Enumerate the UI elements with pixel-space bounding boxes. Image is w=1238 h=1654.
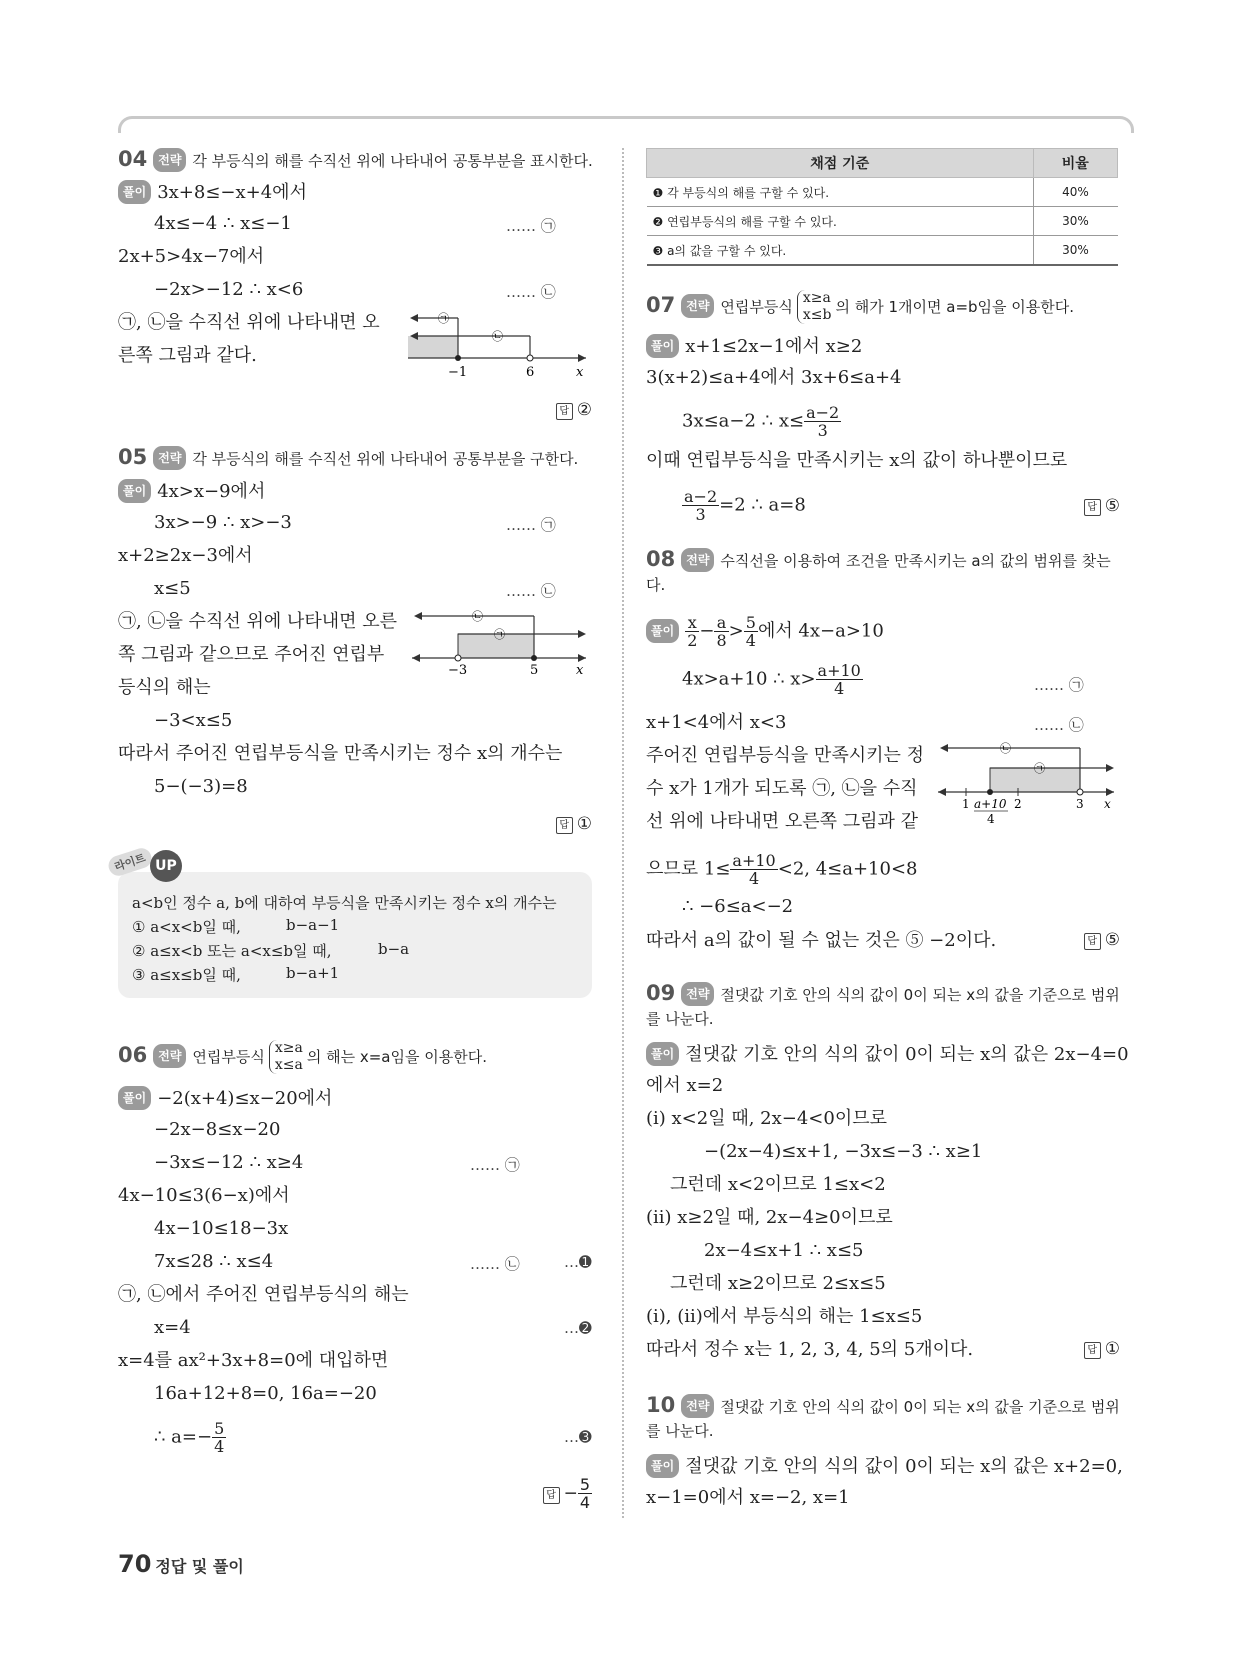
answer-box-icon: 답 bbox=[556, 403, 573, 420]
math-line: −2x−8≤x−20 bbox=[154, 1119, 281, 1140]
math-line: 3(x+2)≤a+4에서 3x+6≤a+4 bbox=[646, 367, 902, 388]
tick-label: 4 bbox=[987, 812, 995, 826]
math-line bbox=[118, 1420, 226, 1455]
table-cell: 30% bbox=[1033, 236, 1118, 266]
tip-case: ③ a≤x≤b일 때, bbox=[132, 966, 241, 984]
answer-value: ⑤ bbox=[1104, 496, 1120, 516]
table-cell: ❶ 각 부등식의 해를 구할 수 있다. bbox=[647, 178, 1034, 207]
problem-number: 08 bbox=[646, 547, 676, 571]
equation-mark: …… ㉠ bbox=[506, 217, 556, 235]
ray-label: ㉡ bbox=[492, 330, 503, 343]
tip-label-text: 라이트 bbox=[106, 846, 154, 879]
numerator: a bbox=[714, 614, 728, 632]
text-line: ㉠, ㉡을 수직선 위에 나타내면 오른 bbox=[118, 611, 397, 632]
ray-label: ㉡ bbox=[472, 610, 483, 623]
ray-1-arrow bbox=[940, 744, 948, 752]
math-line: 4x−10≤3(6−x)에서 bbox=[118, 1185, 290, 1206]
answer-box-icon: 답 bbox=[1084, 499, 1101, 516]
numerator: a+10 bbox=[732, 851, 776, 870]
equation-mark: …… ㉠ bbox=[470, 1156, 520, 1174]
math-line: 그런데 x<2이므로 1≤x<2 bbox=[670, 1174, 886, 1195]
answer bbox=[1084, 1339, 1120, 1359]
math-line: 5−(−3)=8 bbox=[154, 776, 248, 797]
strategy-text: 를 나눈다. bbox=[646, 1422, 714, 1440]
answer-fraction bbox=[578, 1476, 592, 1511]
strategy-tag: 전략 bbox=[681, 548, 714, 572]
math-line: x+1<4에서 x<3 bbox=[646, 712, 787, 733]
text-line: 따라서 주어진 연립부등식을 만족시키는 정수 x의 개수는 bbox=[118, 743, 563, 764]
answer-sign: − bbox=[563, 1483, 578, 1504]
number-line-diagram bbox=[936, 736, 1120, 826]
strategy-text: 각 부등식의 해를 수직선 위에 나타내어 공통부분을 표시한다. bbox=[192, 152, 593, 170]
fraction bbox=[816, 662, 863, 697]
math-line: x+1≤2x−1에서 x≥2 bbox=[685, 336, 863, 357]
step-mark: …➊ bbox=[564, 1253, 592, 1271]
math-line: ∴ −6≤a<−2 bbox=[682, 896, 794, 917]
ray-2-arrow bbox=[1106, 764, 1114, 772]
equation-mark: …… ㉠ bbox=[506, 516, 556, 534]
text-line: 따라서 정수 x는 1, 2, 3, 4, 5의 5개이다. bbox=[646, 1339, 974, 1360]
system-brace bbox=[797, 290, 832, 324]
math-line: 2x+5>4x−7에서 bbox=[118, 246, 265, 267]
system-brace bbox=[269, 1040, 303, 1074]
denominator: 3 bbox=[817, 421, 828, 440]
strategy-text: 수직선을 이용하여 조건을 만족시키는 a의 값의 범위를 찾는 bbox=[720, 552, 1111, 570]
denominator: 3 bbox=[695, 505, 706, 524]
tip-result: b−a+1 bbox=[286, 964, 340, 982]
text-line: 주어진 연립부등식을 만족시키는 정 bbox=[646, 745, 924, 766]
axis-label: x bbox=[1104, 797, 1111, 811]
solution-tag: 풀이 bbox=[646, 1454, 679, 1478]
denominator: 2 bbox=[687, 631, 698, 650]
problem-06-header bbox=[118, 1040, 487, 1074]
problem-number: 09 bbox=[646, 981, 676, 1005]
axis-arrow bbox=[1106, 788, 1114, 796]
numerator: 5 bbox=[579, 1475, 590, 1494]
strategy-text bbox=[646, 1008, 714, 1030]
equation-mark: …… ㉡ bbox=[506, 283, 556, 301]
answer bbox=[1084, 930, 1120, 950]
equation-mark: …… ㉡ bbox=[470, 1255, 520, 1273]
math-line: x≤5 bbox=[154, 578, 191, 599]
math-line bbox=[646, 404, 841, 439]
answer-box-icon: 답 bbox=[556, 817, 573, 834]
math-line: x−1=0에서 x=−2, x=1 bbox=[646, 1487, 850, 1508]
problem-10-header bbox=[646, 1394, 1120, 1418]
math-line: 절댓값 기호 안의 식의 값이 0이 되는 x의 값은 2x−4=0 bbox=[685, 1044, 1129, 1065]
strategy-text: 절댓값 기호 안의 식의 값이 0이 되는 x의 값을 기준으로 범위 bbox=[720, 986, 1120, 1004]
math-text: > bbox=[728, 620, 744, 642]
open-point bbox=[1077, 789, 1083, 795]
fraction bbox=[730, 852, 777, 887]
denominator: 4 bbox=[745, 631, 756, 650]
answer bbox=[1084, 496, 1120, 516]
text-line: 등식의 해는 bbox=[118, 677, 211, 698]
tick-label: 2 bbox=[1014, 797, 1022, 811]
strategy-tag: 전략 bbox=[153, 148, 186, 172]
math-line: −(2x−4)≤x+1, −3x≤−3 ∴ x≥1 bbox=[704, 1141, 983, 1162]
text-line: 이때 연립부등식을 만족시키는 x의 값이 하나뿐이므로 bbox=[646, 450, 1068, 471]
solution-line bbox=[646, 334, 862, 358]
math-line: x=4 bbox=[154, 1317, 191, 1338]
denominator: 4 bbox=[834, 679, 845, 698]
denominator: 8 bbox=[716, 631, 727, 650]
tip-text: a<b인 정수 a, b에 대하여 부등식을 만족시키는 정수 x의 개수는 bbox=[132, 894, 557, 912]
answer-value: ② bbox=[576, 400, 592, 420]
strategy-text bbox=[646, 574, 665, 596]
answer-box-icon: 답 bbox=[543, 1487, 560, 1504]
math-line: x=4를 ax²+3x+8=0에 대입하면 bbox=[118, 1350, 389, 1371]
system-line: x≤b bbox=[802, 307, 832, 323]
math-text: 으므로 1≤ bbox=[646, 858, 731, 880]
math-text: 3x≤a−2 ∴ x≤ bbox=[682, 410, 805, 432]
fraction bbox=[212, 1420, 226, 1455]
solution-line bbox=[646, 1454, 1123, 1478]
page-footer bbox=[118, 1550, 244, 1578]
system-line: x≥a bbox=[802, 290, 831, 306]
tip-result: b−a bbox=[378, 940, 410, 958]
solution-line bbox=[646, 1042, 1129, 1066]
step-mark: …➋ bbox=[564, 1319, 592, 1337]
tick-label: 6 bbox=[526, 365, 535, 380]
closed-point bbox=[987, 789, 993, 795]
math-line: 2x−4≤x+1 ∴ x≤5 bbox=[704, 1240, 864, 1261]
tick-label: 5 bbox=[530, 663, 539, 678]
table-cell: 40% bbox=[1033, 178, 1118, 207]
fraction bbox=[744, 614, 758, 649]
problem-09-header bbox=[646, 982, 1120, 1006]
text-line: 른쪽 그림과 같다. bbox=[118, 345, 257, 366]
table-header: 비율 bbox=[1033, 149, 1118, 178]
column-divider bbox=[622, 148, 624, 1518]
solution-tag: 풀이 bbox=[118, 479, 151, 503]
math-line bbox=[646, 662, 863, 697]
strategy-text: 연립부등식 bbox=[720, 298, 793, 316]
math-line: 그런데 x≥2이므로 2≤x≤5 bbox=[670, 1273, 886, 1294]
strategy-tag: 전략 bbox=[153, 446, 186, 470]
math-text: − bbox=[699, 620, 715, 642]
text-line: ㉠, ㉡을 수직선 위에 나타내면 오 bbox=[118, 312, 380, 333]
math-text: ∴ a=− bbox=[154, 1426, 213, 1448]
problem-number: 04 bbox=[118, 147, 148, 171]
problem-number: 05 bbox=[118, 445, 148, 469]
numerator: x bbox=[685, 614, 699, 632]
table-cell: ❷ 연립부등식의 해를 구할 수 있다. bbox=[647, 207, 1034, 236]
math-line: −2(x+4)≤x−20에서 bbox=[157, 1088, 333, 1109]
page-number: 70 bbox=[118, 1550, 152, 1578]
strategy-text bbox=[646, 1420, 714, 1442]
fraction bbox=[714, 614, 728, 649]
text-line: ㉠, ㉡에서 주어진 연립부등식의 해는 bbox=[118, 1284, 409, 1305]
math-text: =2 ∴ a=8 bbox=[719, 494, 806, 516]
math-line: 4x>x−9에서 bbox=[157, 481, 266, 502]
fraction bbox=[804, 404, 841, 439]
axis-label: x bbox=[576, 365, 584, 380]
tick-label: −3 bbox=[448, 663, 468, 678]
math-line: 3x>−9 ∴ x>−3 bbox=[154, 512, 292, 533]
ray-label: ㉠ bbox=[494, 628, 505, 641]
strategy-text: 의 해는 x=a임을 이용한다. bbox=[306, 1048, 487, 1066]
math-line: 3x+8≤−x+4에서 bbox=[157, 182, 307, 203]
strategy-tag: 전략 bbox=[681, 1394, 714, 1418]
numerator: a−2 bbox=[806, 403, 840, 422]
solution-tag: 풀이 bbox=[646, 1042, 679, 1066]
strategy-text: 다. bbox=[646, 576, 666, 594]
strategy-text: 의 해가 1개이면 a=b임을 이용한다. bbox=[835, 298, 1075, 316]
tip-case: ① a<x<b일 때, bbox=[132, 918, 241, 936]
answer-value: ① bbox=[576, 814, 592, 834]
right-column bbox=[646, 0, 1129, 1654]
math-line: 절댓값 기호 안의 식의 값이 0이 되는 x의 값은 x+2=0, bbox=[685, 1456, 1123, 1477]
axis-arrow bbox=[938, 788, 946, 796]
answer-box-icon: 답 bbox=[1084, 1342, 1101, 1359]
axis-label: x bbox=[576, 663, 584, 678]
answer bbox=[543, 1476, 592, 1511]
math-line: 16a+12+8=0, 16a=−20 bbox=[154, 1383, 377, 1404]
table-header: 채점 기준 bbox=[647, 149, 1034, 178]
strategy-text: 를 나눈다. bbox=[646, 1010, 714, 1028]
answer-value: ① bbox=[1104, 1339, 1120, 1359]
problem-number: 07 bbox=[646, 293, 676, 317]
math-line: −3<x≤5 bbox=[154, 710, 233, 731]
text-line: 따라서 a의 값이 될 수 없는 것은 ⑤ −2이다. bbox=[646, 930, 997, 951]
ray-label: ㉠ bbox=[438, 312, 449, 325]
table-cell: ❸ a의 값을 구할 수 있다. bbox=[647, 236, 1034, 266]
strategy-tag: 전략 bbox=[153, 1044, 186, 1068]
denominator: 4 bbox=[748, 869, 760, 888]
solution-line bbox=[646, 614, 884, 649]
tick-label: −1 bbox=[448, 365, 468, 380]
solution-line bbox=[118, 1086, 332, 1110]
equation-mark: …… ㉡ bbox=[1034, 716, 1084, 734]
text-line: 선 위에 나타내면 오른쪽 그림과 같 bbox=[646, 811, 919, 832]
solution-tag: 풀이 bbox=[118, 180, 151, 204]
tick-label: a+10 bbox=[974, 797, 1007, 811]
math-line: (ⅱ) x≥2일 때, 2x−4≥0이므로 bbox=[646, 1207, 893, 1228]
math-line: −3x≤−12 ∴ x≥4 bbox=[154, 1152, 304, 1173]
problem-number: 06 bbox=[118, 1043, 148, 1067]
math-line: −2x>−12 ∴ x<6 bbox=[154, 279, 304, 300]
ray-label: ㉡ bbox=[1000, 742, 1011, 755]
text-line: 쪽 그림과 같으므로 주어진 연립부 bbox=[118, 644, 385, 665]
math-line: 4x≤−4 ∴ x≤−1 bbox=[154, 213, 292, 234]
numerator: 5 bbox=[745, 613, 756, 632]
problem-08-header bbox=[646, 548, 1111, 572]
footer-title: 정답 및 풀이 bbox=[155, 1557, 244, 1576]
fraction bbox=[685, 614, 699, 649]
strategy-text: 각 부등식의 해를 수직선 위에 나타내어 공통부분을 구한다. bbox=[192, 450, 579, 468]
text-line: 수 x가 1개가 되도록 ㉠, ㉡을 수직 bbox=[646, 778, 918, 799]
denominator: 4 bbox=[214, 1437, 225, 1456]
math-line: (ⅰ) x<2일 때, 2x−4<0이므로 bbox=[646, 1108, 887, 1129]
numerator: a+10 bbox=[817, 661, 861, 680]
equation-mark: …… ㉠ bbox=[1034, 676, 1084, 694]
math-line: 4x−10≤18−3x bbox=[154, 1218, 289, 1239]
math-line: 7x≤28 ∴ x≤4 bbox=[154, 1251, 274, 1272]
math-text: 에서 4x−a>10 bbox=[757, 620, 884, 642]
problem-number: 10 bbox=[646, 1393, 676, 1417]
tip-up-badge: UP bbox=[150, 850, 182, 882]
math-line: (ⅰ), (ⅱ)에서 부등식의 해는 1≤x≤5 bbox=[646, 1306, 923, 1327]
math-line: x+2≥2x−3에서 bbox=[118, 545, 253, 566]
math-line: 에서 x=2 bbox=[646, 1075, 724, 1096]
equation-mark: …… ㉡ bbox=[506, 582, 556, 600]
tick-label: 1 bbox=[962, 797, 970, 811]
system-line: x≤a bbox=[274, 1057, 303, 1073]
solution-tag: 풀이 bbox=[118, 1086, 151, 1110]
strategy-text: 연립부등식 bbox=[192, 1048, 265, 1066]
system-line: x≥a bbox=[274, 1040, 303, 1056]
step-mark: …➌ bbox=[564, 1428, 592, 1446]
math-line bbox=[646, 852, 918, 887]
tick-label: 3 bbox=[1076, 797, 1084, 811]
strategy-tag: 전략 bbox=[681, 294, 714, 318]
table-cell: 30% bbox=[1033, 207, 1118, 236]
left-column-bottom bbox=[118, 0, 592, 1654]
strategy-text: 절댓값 기호 안의 식의 값이 0이 되는 x의 값을 기준으로 범위 bbox=[720, 1398, 1120, 1416]
tip-result: b−a−1 bbox=[286, 916, 340, 934]
problem-07-header bbox=[646, 290, 1074, 324]
fraction bbox=[682, 488, 719, 523]
numerator: a−2 bbox=[684, 487, 718, 506]
tip-case: ② a≤x<b 또는 a<x≤b일 때, bbox=[132, 942, 332, 960]
answer-box-icon: 답 bbox=[1084, 933, 1101, 950]
strategy-tag: 전략 bbox=[681, 982, 714, 1006]
math-text: <2, 4≤a+10<8 bbox=[777, 858, 918, 880]
solution-tag: 풀이 bbox=[646, 619, 679, 643]
answer-value: ⑤ bbox=[1104, 930, 1120, 950]
denominator: 4 bbox=[579, 1493, 590, 1512]
math-line bbox=[646, 488, 806, 523]
ray-label: ㉠ bbox=[1034, 762, 1045, 775]
math-text: 4x>a+10 ∴ x> bbox=[682, 668, 816, 690]
solution-tag: 풀이 bbox=[646, 334, 679, 358]
numerator: 5 bbox=[214, 1419, 225, 1438]
